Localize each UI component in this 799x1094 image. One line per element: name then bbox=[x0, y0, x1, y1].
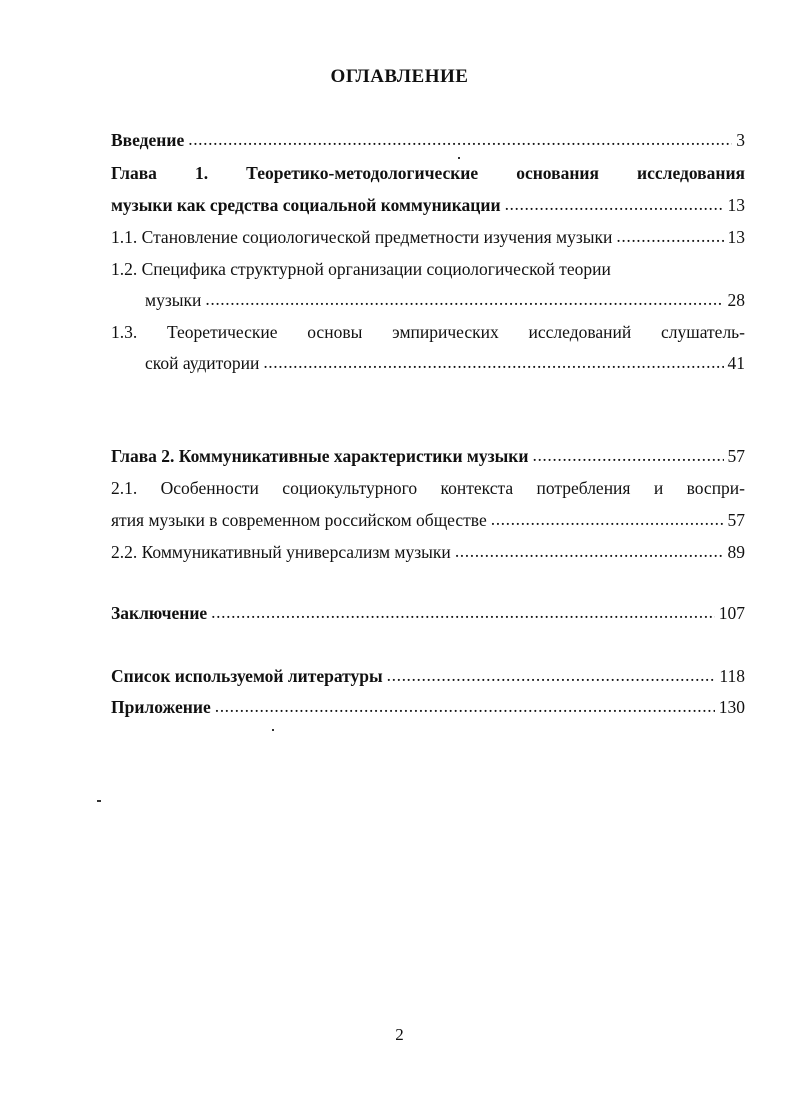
dot-leader bbox=[205, 287, 723, 311]
toc-entry-label: Список используемой литературы bbox=[111, 666, 383, 686]
toc-page-number: 130 bbox=[718, 697, 745, 717]
toc-section-1-1[interactable] bbox=[111, 225, 745, 249]
toc-page-number: 89 bbox=[727, 542, 745, 562]
toc-page-number: 41 bbox=[727, 353, 745, 373]
toc-section-2-1-line1[interactable]: 2.1. Особенности социокультурного контекста потребления и воспри- bbox=[111, 478, 745, 498]
toc-entry-appendix[interactable] bbox=[111, 695, 745, 719]
dot-leader bbox=[616, 224, 723, 248]
dot-leader bbox=[188, 127, 732, 151]
toc-page-number: 28 bbox=[727, 290, 745, 310]
toc-section-1-2-line2[interactable] bbox=[145, 288, 745, 312]
toc-section-1-3-line2[interactable] bbox=[145, 351, 745, 375]
dot-leader bbox=[263, 350, 723, 374]
toc-entry-label: ятия музыки в современном российском обществе bbox=[111, 510, 487, 530]
toc-section-1-2-line1[interactable]: 1.2. Специфика структурной организации социологической теории bbox=[111, 259, 611, 279]
toc-page-number: 107 bbox=[718, 603, 745, 623]
dot-leader bbox=[215, 694, 715, 718]
toc-entry-label: Заключение bbox=[111, 603, 208, 623]
dot-leader bbox=[211, 600, 715, 624]
toc-entry-label: музыки bbox=[145, 290, 202, 310]
toc-chapter2-title[interactable] bbox=[111, 444, 745, 468]
dot-leader bbox=[532, 443, 723, 467]
scan-speck bbox=[97, 800, 101, 802]
dot-leader bbox=[505, 192, 724, 216]
toc-entry-label: 1.1. Становление социологической предметности изучения музыки bbox=[111, 227, 613, 247]
scan-speck bbox=[458, 157, 460, 159]
toc-entry-label: 2.2. Коммуникативный универсализм музыки bbox=[111, 542, 451, 562]
toc-chapter1-title-line1[interactable]: Глава 1. Теоретико-методологические основания исследования bbox=[111, 163, 745, 183]
toc-entry-conclusion[interactable] bbox=[111, 601, 745, 625]
toc-page-number: 13 bbox=[727, 227, 745, 247]
toc-entry-label: Введение bbox=[111, 130, 185, 150]
page-number: 2 bbox=[395, 1025, 404, 1044]
dot-leader bbox=[387, 663, 716, 687]
toc-page-number: 118 bbox=[719, 666, 745, 686]
toc-entry-label: Приложение bbox=[111, 697, 211, 717]
toc-page-number: 57 bbox=[727, 510, 745, 530]
page-title: ОГЛАВЛЕНИЕ bbox=[330, 66, 469, 87]
toc-entry-label: ской аудитории bbox=[145, 353, 260, 373]
toc-section-2-2[interactable] bbox=[111, 540, 745, 564]
toc-section-1-3-line1[interactable]: 1.3. Теоретические основы эмпирических исследований слушатель- bbox=[111, 322, 745, 342]
toc-section-2-1-line2[interactable] bbox=[111, 508, 745, 532]
toc-entry-references[interactable] bbox=[111, 664, 745, 688]
toc-page-number: 57 bbox=[727, 446, 745, 466]
dot-leader bbox=[455, 539, 724, 563]
dot-leader bbox=[491, 507, 724, 531]
scan-speck bbox=[272, 729, 274, 731]
toc-page-number: 13 bbox=[727, 195, 745, 215]
toc-chapter1-title-line2[interactable] bbox=[111, 193, 745, 217]
toc-entry-intro[interactable] bbox=[111, 128, 745, 152]
toc-page-number: 3 bbox=[736, 130, 745, 150]
toc-entry-label: музыки как средства социальной коммуникации bbox=[111, 195, 501, 215]
toc-entry-label: Глава 2. Коммуникативные характеристики музыки bbox=[111, 446, 529, 466]
